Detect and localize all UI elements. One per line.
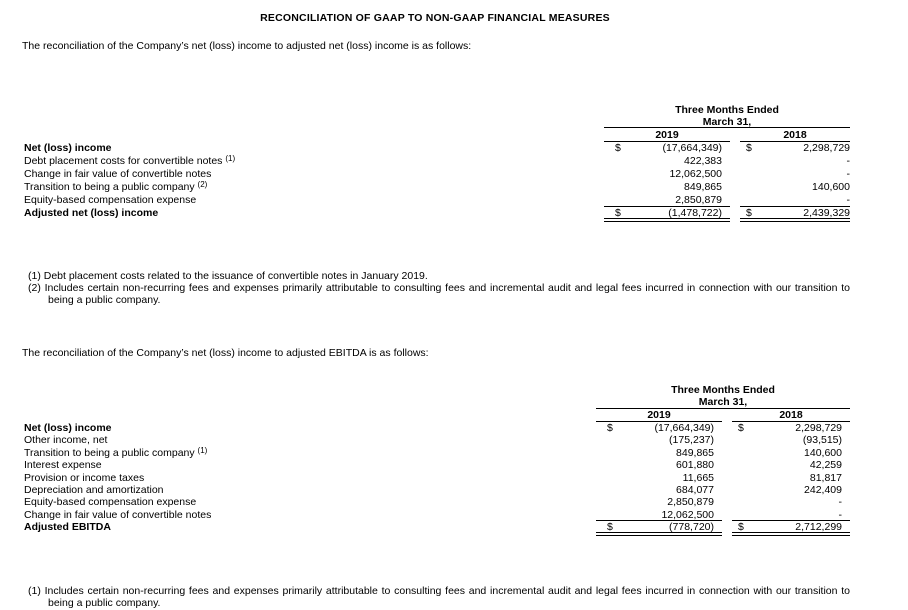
- table2-row-label-text: Net (loss) income: [24, 422, 112, 434]
- table1-header-line2: March 31,: [702, 116, 752, 128]
- table2-subtotal-rule-2018: [732, 520, 850, 521]
- table1-row-label: [24, 155, 235, 167]
- table1-dollar-sign-2019: $: [615, 207, 621, 219]
- table1-value-2019: 12,062,500: [669, 168, 722, 180]
- table2-dollar-sign-2018: $: [738, 521, 744, 534]
- table2-row-label: [24, 484, 164, 496]
- table2-dollar-sign-2019: $: [607, 422, 613, 434]
- table2-total-double-rule-2018: [732, 532, 850, 536]
- table2-row-label-text: Transition to being a public company: [24, 446, 195, 459]
- table1-row-label: [24, 181, 207, 193]
- table1-footnotes: [28, 270, 850, 306]
- table2-row-label: [24, 447, 207, 459]
- table1-row-label-text: Net (loss) income: [24, 142, 112, 154]
- table2-value-2019: 2,850,879: [667, 496, 714, 509]
- table2-row-label: [24, 521, 111, 533]
- table1-value-2018: -: [846, 168, 850, 180]
- table2-row-label: [24, 472, 144, 484]
- table2-row-label-text: Interest expense: [24, 459, 102, 472]
- table2-value-2019: 684,077: [676, 484, 714, 496]
- table1-row-label-text: Equity-based compensation expense: [24, 194, 197, 206]
- table2-row-label-text: Equity-based compensation expense: [24, 496, 197, 509]
- table1-year-2018: 2018: [783, 129, 807, 141]
- table2-value-2019: (175,237): [669, 434, 714, 447]
- table1-intro: The reconciliation of the Company’s net (loss) income to adjusted net (loss) income is as follows:: [22, 40, 472, 52]
- table1-year-2019: 2019: [655, 129, 679, 141]
- table2-value-2019: 12,062,500: [661, 508, 714, 521]
- table2-dollar-sign-2018: $: [738, 422, 744, 434]
- table2-value-2018: -: [838, 508, 842, 521]
- table2-year-2018: 2018: [779, 409, 803, 421]
- table1-value-2018: 2,439,329: [803, 207, 850, 219]
- page-title: RECONCILIATION OF GAAP TO NON-GAAP FINANCIAL MEASURES: [260, 12, 610, 24]
- table1-footnote-1: (1) Debt placement costs related to the issuance of convertible notes in January 2019.: [28, 270, 428, 282]
- table1-row-label: [24, 207, 158, 219]
- table1-row-label-text: Transition to being a public company: [24, 181, 195, 193]
- table2-row-label-text: Depreciation and amortization: [24, 484, 164, 496]
- table2-value-2019: 849,865: [676, 446, 714, 459]
- table1-row-label: [24, 142, 112, 154]
- table1-subtotal-rule-2018: [740, 206, 850, 207]
- table2-footnotes: [28, 585, 850, 609]
- table2-value-2018: 2,298,729: [795, 422, 842, 434]
- table2-value-2018: 42,259: [809, 459, 842, 472]
- table2-row-footnote-ref: (1): [197, 445, 208, 455]
- table2-row-label-text: Change in fair value of convertible notes: [24, 508, 212, 521]
- table2-value-2018: 242,409: [804, 484, 842, 496]
- table2-value-2019: (778,720): [669, 521, 714, 534]
- table2-header-line2: March 31,: [698, 396, 748, 408]
- table1-value-2019: 422,383: [684, 155, 722, 167]
- table1-value-2019: 849,865: [684, 181, 722, 193]
- table2-value-2018: -: [838, 496, 842, 509]
- table2-value-2019: 601,880: [676, 459, 714, 472]
- table1-dollar-sign-2018: $: [746, 207, 752, 219]
- table1-value-2019: (1,478,722): [668, 207, 722, 219]
- table2-header-line1: Three Months Ended: [671, 384, 775, 396]
- table2-row-label: [24, 459, 102, 471]
- table1-value-2018: 2,298,729: [803, 142, 850, 154]
- table2-year-2019: 2019: [647, 409, 671, 421]
- table2-dollar-sign-2019: $: [607, 521, 613, 534]
- table2-row-label-text: Other income, net: [24, 434, 108, 447]
- table2-row-label-text: Provision or income taxes: [24, 471, 145, 484]
- table1-value-2018: -: [846, 155, 850, 167]
- table2-row-label: [24, 496, 196, 508]
- table1-dollar-sign-2019: $: [615, 142, 621, 154]
- table1-value-2019: (17,664,349): [662, 142, 722, 154]
- table1-row-label-text: Change in fair value of convertible notes: [24, 168, 212, 180]
- table2-row-label: [24, 434, 107, 446]
- table2-intro: The reconciliation of the Company’s net (loss) income to adjusted EBITDA is as follows:: [22, 347, 429, 359]
- table2-value-2019: 11,665: [682, 471, 714, 484]
- table1-header-rule: [604, 127, 850, 128]
- table1-row-label-text: Adjusted net (loss) income: [24, 207, 159, 219]
- table1-row-label: [24, 194, 196, 206]
- table1-header-line1: Three Months Ended: [675, 104, 779, 116]
- table1-row-label-text: Debt placement costs for convertible notes: [24, 155, 223, 167]
- table2-value-2018: 2,712,299: [795, 521, 842, 534]
- table1-value-2019: 2,850,879: [675, 194, 722, 206]
- table2-row-label: [24, 422, 112, 434]
- table2-total-double-rule-2019: [596, 532, 722, 536]
- table2-subtotal-rule-2019: [596, 520, 722, 521]
- table2-footnote-1: (1) Includes certain non-recurring fees and expenses primarily attributable to consulting fees and incremental audit and legal fees incurred in connection with our transition to being a public company.: [28, 585, 850, 609]
- table2-row-label-text: Adjusted EBITDA: [24, 521, 111, 534]
- table1-row-footnote-ref: (2): [197, 180, 208, 189]
- table2-value-2018: 81,817: [809, 471, 842, 484]
- table1-subtotal-rule-2019: [604, 206, 730, 207]
- table1-footnote-2: (2) Includes certain non-recurring fees and expenses primarily attributable to consulting fees and incremental audit and legal fees incurred in connection with our transition to being a public company.: [28, 282, 850, 306]
- table2-value-2018: 140,600: [804, 446, 842, 459]
- table1-dollar-sign-2018: $: [746, 142, 752, 154]
- table2-value-2018: (93,515): [802, 434, 842, 447]
- table1-total-double-rule-2018: [740, 218, 850, 222]
- table1-total-double-rule-2019: [604, 218, 730, 222]
- table1-value-2018: -: [846, 194, 850, 206]
- table2-value-2019: (17,664,349): [654, 422, 714, 434]
- table1-row-label: [24, 168, 211, 180]
- table1-row-footnote-ref: (1): [225, 154, 236, 163]
- table2-row-label: [24, 509, 211, 521]
- table1-value-2018: 140,600: [812, 181, 850, 193]
